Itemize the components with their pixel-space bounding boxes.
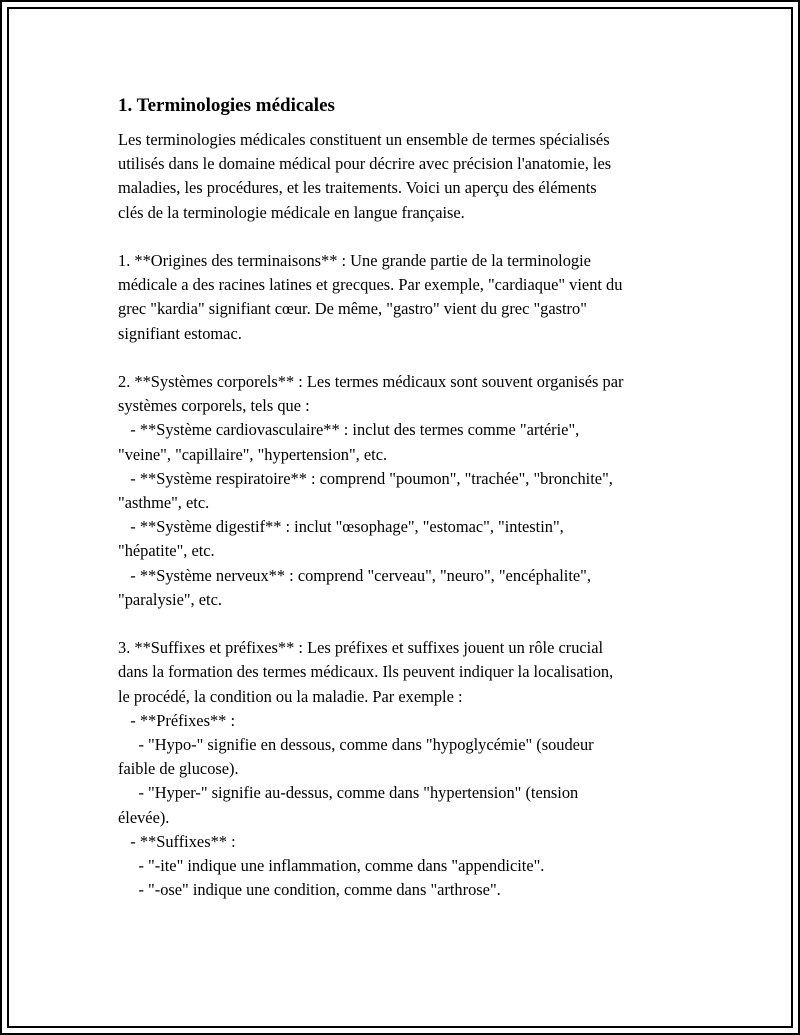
intro-paragraph: Les terminologies médicales constituent un ensemble de termes spécialisés utilisés dans le domaine médical pour décrire avec précision l'anatomie, les maladies, les procédures, et les traitements. Voici un aperçu des éléments clés de la terminologie médicale en langue française.	[118, 130, 612, 222]
paragraph-spacer	[118, 346, 698, 370]
section-body-systems: 2. **Systèmes corporels** : Les termes médicaux sont souvent organisés par systèmes corporels, tels que : - **Système cardiovasculaire** : inclut des termes comme "artérie", "veine", "capillaire", "hypertension", etc. - **Système respiratoire** : comprend "poumon", "trachée", "bronchite", "asthme", etc. - **Système digestif** : inclut "œsophage", "estomac", "intestin", "hépatite", etc. - **Système nerveux** : comprend "cerveau", "neuro", "encéphalite", "paralysie", etc.	[118, 372, 624, 609]
paragraph-spacer	[118, 225, 698, 249]
document-title: 1. Terminologies médicales	[118, 95, 335, 116]
document-body	[118, 93, 698, 902]
section-origins: 1. **Origines des terminaisons** : Une grande partie de la terminologie médicale a des racines latines et grecques. Par exemple, "cardiaque" vient du grec "kardia" signifiant cœur. De même, "gastro" vient du grec "gastro" signifiant estomac.	[118, 251, 623, 343]
section-suffixes-prefixes: 3. **Suffixes et préfixes** : Les préfixes et suffixes jouent un rôle crucial dans la formation des termes médicaux. Ils peuvent indiquer la localisation, le procédé, la condition ou la maladie. Par exemple : - **Préfixes** : - "Hypo-" signifie en dessous, comme dans "hypoglycémie" (soudeur faible de glucose). - "Hyper-" signifie au-dessus, comme dans "hypertension" (tension élevée). - **Suffixes** : - "-ite" indique une inflammation, comme dans "appendicite". - "-ose" indique une condition, comme dans "arthrose".	[118, 638, 614, 900]
paragraph-spacer	[118, 612, 698, 636]
